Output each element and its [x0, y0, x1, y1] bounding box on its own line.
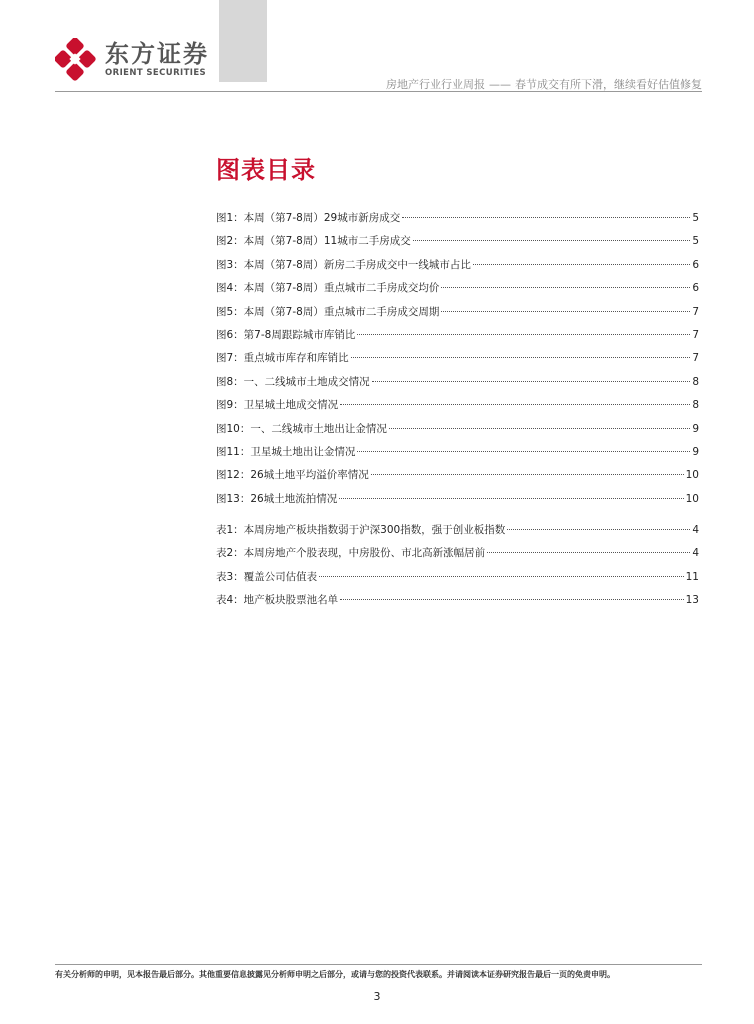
toc-figure-entry[interactable] [216, 350, 699, 373]
dot-leader [487, 552, 690, 553]
toc-figure-entry[interactable] [216, 280, 699, 303]
toc-figure-entry[interactable] [216, 233, 699, 256]
dot-leader [371, 474, 684, 475]
toc-figure-entry-page[interactable]: 6 [692, 258, 699, 271]
dot-leader [413, 240, 691, 241]
toc-title: 图表目录 [216, 156, 316, 184]
toc-figure-entry[interactable] [216, 444, 699, 467]
toc-figure-entry-label[interactable]: 图11：卫星城土地出让金情况 [216, 445, 356, 458]
toc-figure-entry[interactable] [216, 304, 699, 327]
toc-table-entry-page[interactable]: 4 [692, 547, 699, 560]
dot-leader [351, 357, 691, 358]
page-number: 3 [373, 990, 381, 1003]
toc-figure-entry[interactable] [216, 491, 699, 514]
toc-table-entry-page[interactable]: 11 [685, 570, 699, 583]
toc-table-entry-label[interactable]: 表2：本周房地产个股表现，中房股份、市北高新涨幅居前 [216, 547, 486, 560]
toc-table-entry[interactable] [216, 545, 699, 568]
figure-list [216, 210, 699, 514]
dot-leader [507, 529, 690, 530]
logo-english-name: ORIENT SECURITIES [105, 68, 207, 78]
dot-leader [340, 404, 690, 405]
toc-figure-entry-page[interactable]: 8 [692, 399, 699, 412]
toc-figure-entry[interactable] [216, 210, 699, 233]
toc-figure-entry-page[interactable]: 7 [692, 352, 699, 365]
toc-figure-entry-label[interactable]: 图6：第7-8周跟踪城市库销比 [216, 328, 356, 341]
dot-leader [402, 217, 690, 218]
dot-leader [357, 451, 690, 452]
toc-figure-entry-page[interactable]: 8 [692, 375, 699, 388]
toc-figure-entry-page[interactable]: 9 [692, 445, 699, 458]
company-logo [55, 38, 209, 82]
toc-figure-entry-page[interactable]: 5 [692, 235, 699, 248]
toc-table-entry-page[interactable]: 4 [692, 524, 699, 536]
toc-figure-entry[interactable] [216, 327, 699, 350]
footer-divider [55, 964, 702, 965]
toc-figure-entry-label[interactable]: 图7：重点城市库存和库销比 [216, 352, 349, 365]
toc-table-entry-label[interactable]: 表3：覆盖公司估值表 [216, 570, 318, 583]
toc-figure-entry-page[interactable]: 5 [692, 212, 699, 224]
toc-table-entry-page[interactable]: 13 [685, 594, 699, 607]
toc-figure-entry-label[interactable]: 图13：26城土地流拍情况 [216, 492, 338, 505]
toc-figure-entry-label[interactable]: 图2：本周（第7-8周）11城市二手房成交 [216, 235, 411, 248]
dot-leader [372, 381, 691, 382]
header-divider [55, 91, 702, 92]
dot-leader [441, 311, 690, 312]
toc-figure-entry-label[interactable]: 图3：本周（第7-8周）新房二手房成交中一线城市占比 [216, 258, 471, 271]
toc-figure-entry[interactable] [216, 421, 699, 444]
dot-leader [340, 599, 683, 600]
orient-logo-icon [55, 38, 99, 82]
toc-figure-entry-page[interactable]: 9 [692, 422, 699, 435]
toc-figure-entry-label[interactable]: 图5：本周（第7-8周）重点城市二手房成交周期 [216, 305, 440, 318]
toc-table-entry-label[interactable]: 表1：本周房地产板块指数弱于沪深300指数，强于创业板指数 [216, 524, 506, 536]
toc-figure-entry[interactable] [216, 257, 699, 280]
header-separator: —— [489, 78, 511, 91]
report-type: 房地产行业行业周报 [386, 78, 485, 91]
toc-figure-entry[interactable] [216, 467, 699, 490]
table-list [216, 522, 699, 616]
dot-leader [339, 498, 683, 499]
toc-table-entry-label[interactable]: 表4：地产板块股票池名单 [216, 594, 339, 607]
toc-table-entry[interactable] [216, 592, 699, 615]
logo-chinese-name: 东方证券 [105, 40, 209, 68]
toc-figure-entry-label[interactable]: 图4：本周（第7-8周）重点城市二手房成交均价 [216, 282, 440, 295]
dot-leader [389, 428, 690, 429]
report-header [386, 76, 702, 92]
toc-figure-entry-page[interactable]: 7 [692, 328, 699, 341]
toc-figure-entry-label[interactable]: 图8：一、二线城市土地成交情况 [216, 375, 370, 388]
toc-table-entry[interactable] [216, 569, 699, 592]
toc-figure-entry-label[interactable]: 图9：卫星城土地成交情况 [216, 399, 339, 412]
dot-leader [473, 264, 690, 265]
report-subtitle: 春节成交有所下滑，继续看好估值修复 [515, 78, 702, 91]
disclaimer-text: 有关分析师的申明，见本报告最后部分。其他重要信息披露见分析师申明之后部分，或请与您的投资代表联系。并请阅读本证券研究报告最后一页的免责申明。 [55, 970, 615, 979]
dot-leader [319, 576, 683, 577]
toc-figure-entry-page[interactable]: 10 [685, 469, 699, 482]
dot-leader [357, 334, 690, 335]
toc-table-entry[interactable] [216, 522, 699, 545]
toc-figure-entry[interactable] [216, 397, 699, 420]
toc-figure-entry-label[interactable]: 图12：26城土地平均溢价率情况 [216, 469, 369, 482]
toc-figure-entry-page[interactable]: 7 [692, 305, 699, 318]
toc-figure-entry-label[interactable]: 图1：本周（第7-8周）29城市新房成交 [216, 212, 401, 224]
dot-leader [441, 287, 690, 288]
header-gray-bar [219, 0, 267, 82]
toc-figure-entry-page[interactable]: 10 [685, 492, 699, 505]
toc-figure-entry[interactable] [216, 374, 699, 397]
toc-figure-entry-label[interactable]: 图10：一、二线城市土地出让金情况 [216, 422, 387, 435]
toc-figure-entry-page[interactable]: 6 [692, 282, 699, 295]
